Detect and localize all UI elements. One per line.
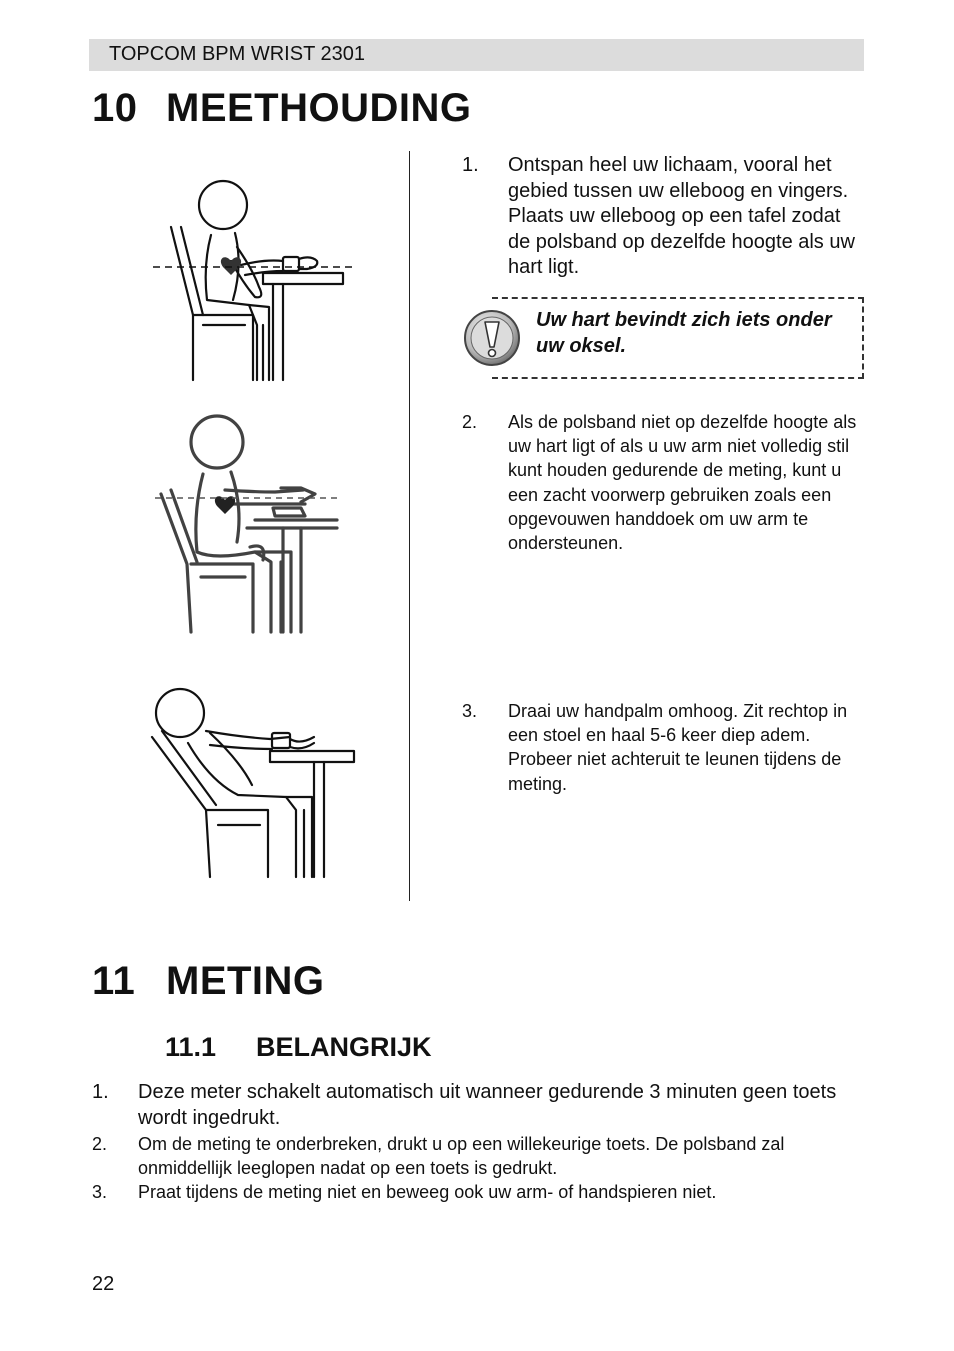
column-divider bbox=[409, 151, 410, 901]
section-number: 11 bbox=[92, 959, 136, 1003]
subsection-heading bbox=[165, 1032, 432, 1063]
header-title: TOPCOM BPM WRIST 2301 bbox=[109, 43, 365, 65]
note-text: Uw hart bevindt zich iets onder uw oksel. bbox=[536, 309, 832, 357]
section-title: METING bbox=[166, 959, 325, 1003]
posture-illustration-1 bbox=[145, 175, 360, 385]
running-header bbox=[89, 39, 864, 71]
subsection-title: BELANGRIJK bbox=[256, 1032, 432, 1062]
step-text: Als de polsband niet op dezelfde hoogte als uw hart ligt of als u uw arm niet volledig stil kunt houden gedurende de meting, kunt u een zacht voorwerp gebruiken zoals een opgevouwen handdoek om uw arm te ondersteunen. bbox=[508, 412, 857, 554]
list-text: Deze meter schakelt automatisch uit wanneer gedurende 3 minuten geen toets wordt ingedrukt. bbox=[138, 1081, 837, 1129]
list-text: Om de meting te onderbreken, drukt u op een willekeurige toets. De polsband zal onmiddellijk leeglopen nadat op een toets is gedrukt. bbox=[138, 1134, 785, 1178]
section-heading-10 bbox=[92, 86, 472, 131]
section-title: MEETHOUDING bbox=[166, 86, 472, 130]
step-number: 1. bbox=[462, 154, 479, 176]
step-text: Draai uw handpalm omhoog. Zit rechtop in een stoel en haal 5-6 keer diep adem. Probeer niet achteruit te leunen tijdens de meting. bbox=[508, 701, 848, 794]
page-number: 22 bbox=[92, 1273, 115, 1295]
list-number: 1. bbox=[92, 1081, 109, 1103]
section-heading-11 bbox=[92, 959, 325, 1004]
posture-illustration-3 bbox=[148, 685, 363, 885]
list-number: 2. bbox=[92, 1134, 108, 1154]
posture-illustration-2 bbox=[155, 412, 350, 637]
list-number: 3. bbox=[92, 1182, 108, 1202]
section-number: 10 bbox=[92, 86, 138, 130]
list-text: Praat tijdens de meting niet en beweeg ook uw arm- of handspieren niet. bbox=[138, 1182, 717, 1202]
warning-exclamation-icon bbox=[463, 309, 521, 367]
step-number: 3. bbox=[462, 701, 478, 721]
step-number: 2. bbox=[462, 412, 478, 432]
subsection-number: 11.1 bbox=[165, 1032, 217, 1062]
step-text: Ontspan heel uw lichaam, vooral het gebied tussen uw elleboog en vingers. Plaats uw elleboog op een tafel zodat de polsband op dezelfde hoogte als uw hart ligt. bbox=[508, 154, 855, 278]
